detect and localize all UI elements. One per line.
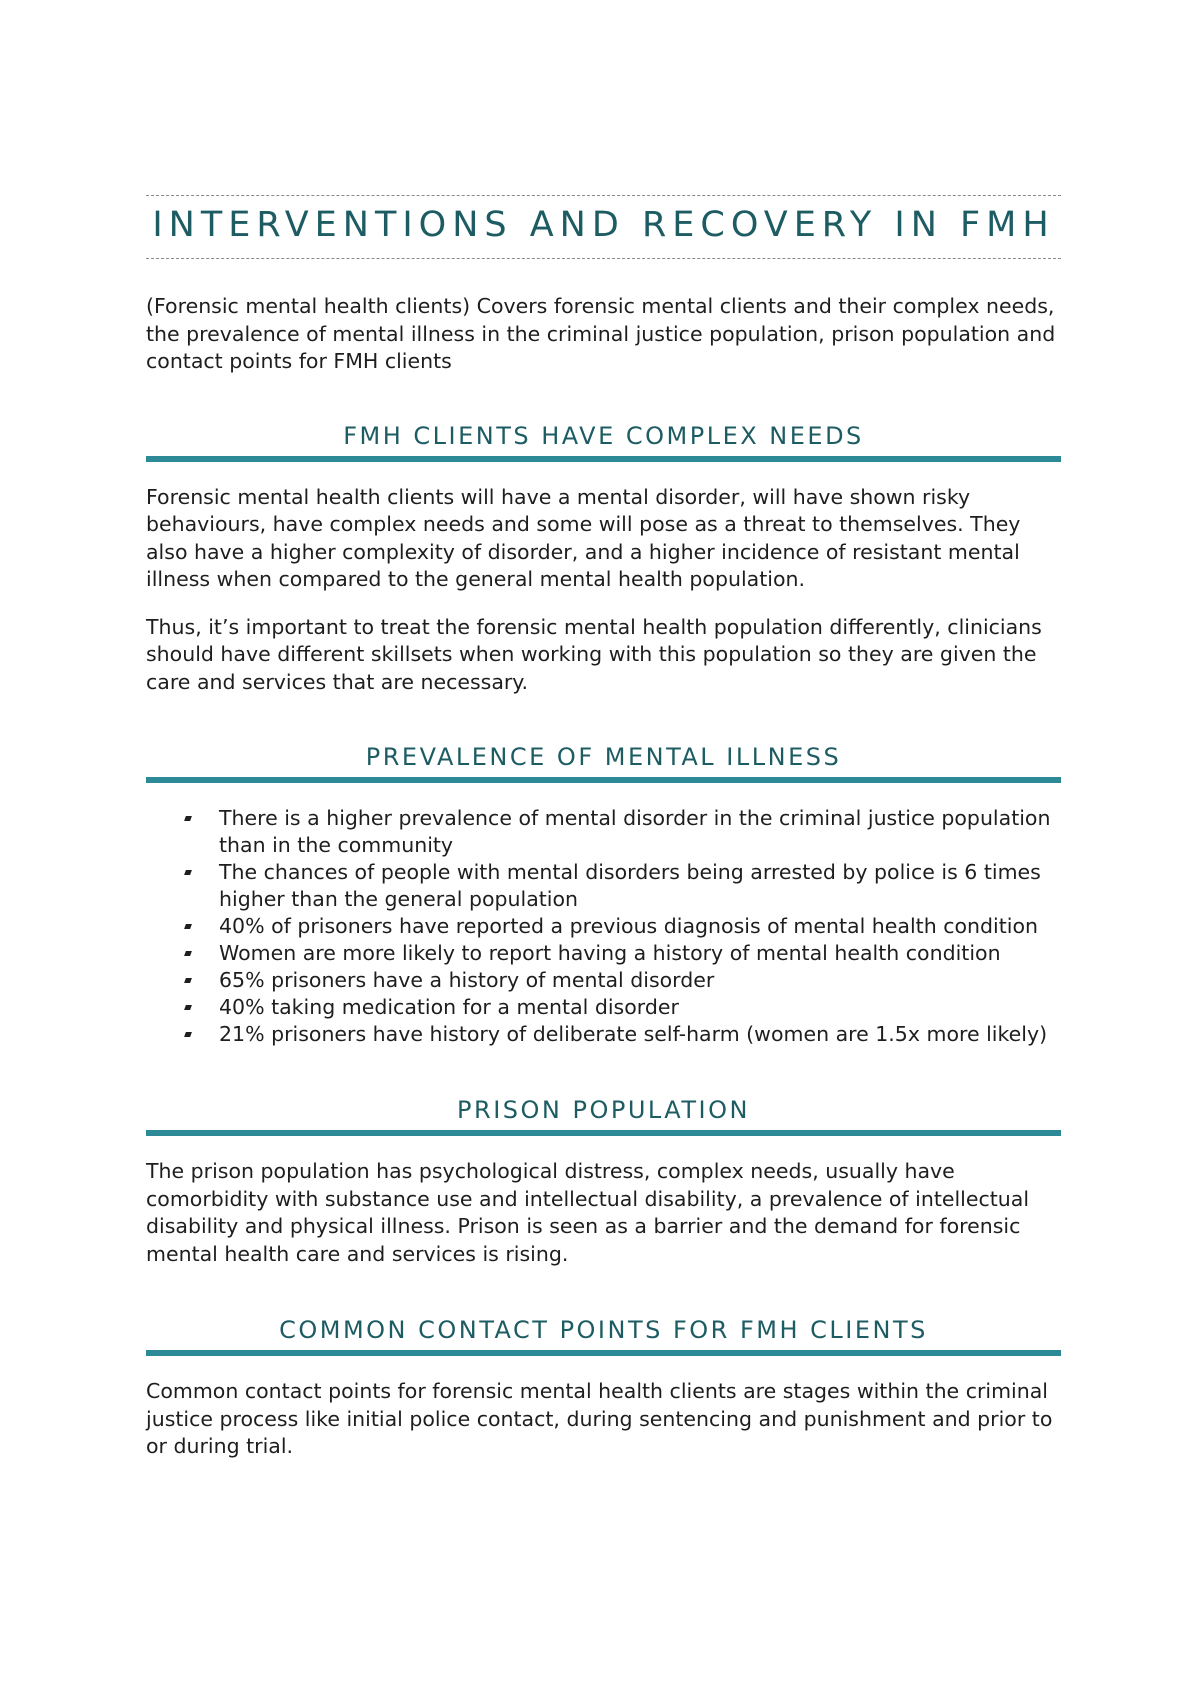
title-block — [146, 195, 1061, 259]
list-item — [146, 859, 1061, 913]
prison-population-paragraph: The prison population has psychological distress, complex needs, usually have comorbidity with substance use and intellectual disability, a prevalence of intellectual disability and physical illness. Prison is seen as a barrier and the demand for forensic mental health care and services is rising. — [146, 1159, 1030, 1266]
bullet-icon — [184, 816, 192, 821]
complex-needs-paragraph-2: Thus, it’s important to treat the forensic mental health population differently, clinicians should have different skillsets when working with this population so they are given the care and services that are necessary. — [146, 614, 1042, 694]
list-item-text: Women are more likely to report having a history of mental health condition — [219, 941, 1001, 965]
contact-points-paragraph: Common contact points for forensic mental health clients are stages within the criminal justice process like initial police contact, during sentencing and punishment and prior to or during trial. — [146, 1379, 1053, 1458]
document-title: INTERVENTIONS AND RECOVERY IN FMH — [152, 205, 1055, 245]
bullet-icon — [184, 870, 192, 875]
section-heading-prevalence: PREVALENCE OF MENTAL ILLNESS — [146, 741, 1061, 783]
bullet-icon — [184, 1005, 192, 1010]
document-page — [146, 195, 1061, 1461]
bullet-icon — [184, 1032, 192, 1037]
bullet-icon — [184, 978, 192, 983]
list-item-text: 65% prisoners have a history of mental disorder — [219, 968, 715, 992]
list-item — [146, 913, 1061, 940]
list-item — [146, 994, 1061, 1021]
list-item-text: There is a higher prevalence of mental disorder in the criminal justice population than in the community — [219, 806, 1051, 857]
list-item — [146, 967, 1061, 994]
bullet-icon — [184, 924, 192, 929]
section-heading-contact-points: COMMON CONTACT POINTS FOR FMH CLIENTS — [146, 1314, 1061, 1356]
complex-needs-paragraph-1: Forensic mental health clients will have a mental disorder, will have shown risky behaviours, have complex needs and some will pose as a threat to themselves. They also have a higher complexity of disorder, and a higher incidence of resistant mental illness when compared to the general mental health population. — [146, 484, 1021, 591]
prevalence-list — [146, 805, 1061, 1048]
intro-paragraph: (Forensic mental health clients) Covers forensic mental clients and their complex needs, the prevalence of mental illness in the criminal justice population, prison population and contact points for FMH clients — [146, 294, 1056, 373]
list-item — [146, 1021, 1061, 1048]
list-item-text: The chances of people with mental disorders being arrested by police is 6 times higher than the general population — [219, 860, 1041, 911]
list-item-text: 40% of prisoners have reported a previous diagnosis of mental health condition — [219, 914, 1038, 938]
section-heading-complex-needs: FMH CLIENTS HAVE COMPLEX NEEDS — [146, 420, 1061, 462]
section-heading-prison-population: PRISON POPULATION — [146, 1094, 1061, 1136]
list-item — [146, 940, 1061, 967]
bullet-icon — [184, 951, 192, 956]
list-item-text: 21% prisoners have history of deliberate self-harm (women are 1.5x more likely) — [219, 1022, 1048, 1046]
list-item — [146, 805, 1061, 859]
list-item-text: 40% taking medication for a mental disorder — [219, 995, 679, 1019]
